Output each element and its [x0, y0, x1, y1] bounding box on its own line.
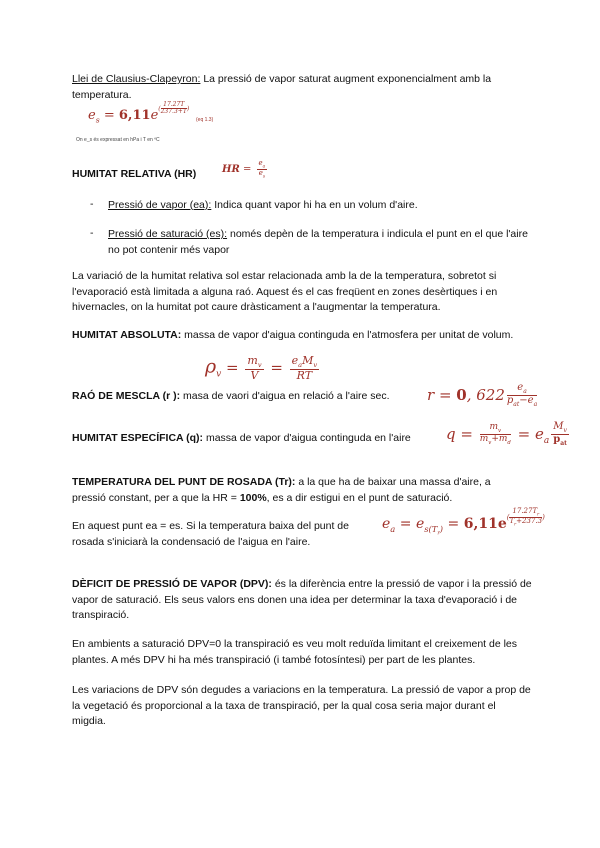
hr-heading: HUMITAT RELATIVA (HR) [72, 168, 197, 180]
especifica-f-num-sub: v [498, 427, 502, 434]
hr-formula [222, 160, 269, 179]
absoluta-f-num-sub: a [298, 361, 303, 370]
especifica-f-den: m [479, 434, 489, 445]
clausius-formula-lhs: e [88, 108, 96, 123]
rosada-heading: TEMPERATURA DEL PUNT DE ROSADA (Tr): [72, 476, 296, 488]
hr-item-term: Pressió de vapor (ea): [108, 199, 212, 211]
hr-item-dash: - [90, 198, 94, 210]
rosada-exp-den-sub: r [514, 521, 517, 527]
mescla-f-den: p [506, 395, 514, 407]
rosada-f-mid: e [415, 516, 425, 532]
dpv-paragraph-3: Les variacions de DPV són degudes a variacions en la temperatura. La pressió de vapor a prop de la vegetació és proporcional a la taxa de transpiració, per la qual cosa seria major durant el migdia. [72, 684, 531, 727]
clausius-title: Llei de Clausius-Clapeyron: [72, 73, 201, 85]
especifica-formula [446, 422, 571, 448]
especifica-f-num-sub: v [563, 427, 567, 434]
mescla-text: masa de vaori d'aigua en relació a l'aire sec. [180, 390, 390, 402]
mescla-f-coef: 0 [456, 385, 467, 404]
especifica-heading: HUMITAT ESPECÍFICA (q): [72, 432, 204, 444]
rosada-text1: a la que ha de baixar una massa d'aire, a pressió constant, per a que la HR = [72, 476, 491, 504]
especifica-f-lhs: q [446, 424, 456, 443]
absoluta-f-lhs: ρ [205, 355, 217, 378]
mescla-f-num-sub: a [523, 388, 527, 395]
absoluta-formula [205, 355, 321, 382]
hr-formula-num-sub: a [262, 163, 266, 169]
especifica-f-den: +m [491, 434, 508, 445]
rosada-f-exponent: ( $\frac{17.27T_r}{T_r+237.3}$ ) [506, 507, 545, 527]
clausius-text: La pressió de vapor saturat augment exponencialment amb la temperatura. [72, 73, 492, 101]
dpv-paragraph [72, 577, 532, 624]
especifica-f-eq: = [455, 424, 478, 443]
especifica-f-num: m [489, 421, 499, 432]
rosada-exp-num-sub: r [537, 511, 540, 517]
rosada-exp-num: 17.27T [512, 507, 538, 515]
clausius-formula-coef: 6,11 [118, 108, 151, 123]
clausius-formula [88, 101, 190, 125]
mescla-f-den-sub: at [513, 401, 520, 409]
hr-item-vapor [108, 198, 538, 214]
especifica-f-den: p [553, 434, 561, 446]
rosada-f-lhs: e [382, 516, 391, 532]
absoluta-f-num-sub: v [313, 361, 318, 370]
hr-formula-den-sub: s [262, 173, 265, 179]
absoluta-f-num: m [247, 354, 258, 367]
absoluta-f-den: RT [296, 369, 313, 383]
mescla-paragraph [72, 389, 392, 405]
absoluta-f-den: V [250, 369, 259, 383]
mescla-f-num: e [517, 382, 524, 393]
especifica-f-num: M [553, 421, 564, 432]
rosada-f-mid-sub: s(T [424, 523, 438, 534]
rosada-hr-value: 100% [239, 491, 267, 504]
absoluta-heading: HUMITAT ABSOLUTA: [72, 329, 182, 341]
rosada-f-eq: = [395, 516, 416, 532]
especifica-f-e-sub: a [543, 435, 550, 446]
variation-paragraph: La variació de la humitat relativa sol estar relacionada amb la de la temperatura, sobretot si l'evaporació està limitada a alguna raó. Aquest és el cas freqüent en zones desèrtiques i en hivernacles, on la humitat pot caure dràsticament a l'augmentar la temperatura. [72, 270, 498, 313]
dpv-heading: DÈFICIT DE PRESSIÓ DE VAPOR (DPV): [72, 578, 272, 590]
hr-formula-eq: = [239, 163, 255, 175]
mescla-formula [427, 383, 539, 409]
especifica-text: massa de vapor d'aigua continguda en l'aire [203, 432, 411, 444]
rosada-f-coef: 6,11 [463, 516, 498, 532]
especifica-f-eq: = [512, 424, 535, 443]
mescla-f-lhs: r [427, 385, 435, 404]
hr-item-term: Pressió de saturació (es): [108, 228, 228, 240]
rosada-exp-den: +237.3 [516, 516, 543, 525]
absoluta-f-lhs-sub: v [216, 369, 222, 380]
especifica-f-den-sub: d [507, 440, 511, 447]
hr-item-dash: - [90, 227, 94, 239]
rosada-f-mid-sub: ) [439, 523, 444, 534]
mescla-heading: RAÓ DE MESCLA (r ): [72, 390, 181, 402]
rosada-f-eq: = [443, 516, 464, 532]
clausius-side-note: (eq 1.3) [196, 117, 214, 123]
clausius-note: On e_s és expressat en hPa i T en ºC [76, 137, 160, 143]
rosada-text2: , es a dir estigui en el punt de saturació. [266, 491, 453, 504]
especifica-f-e: e [534, 424, 544, 443]
especifica-paragraph [72, 431, 432, 447]
mescla-f-den: −e [519, 395, 534, 407]
rosada-paragraph-2: En aquest punt ea = es. Si la temperatura baixa del punt de rosada s'iniciarà la condensació de l'aigua en l'aire. [72, 520, 349, 548]
rosada-f-mid-sub: r [437, 530, 440, 537]
rosada-f-e: e [497, 516, 507, 532]
hr-formula-lhs: HR [222, 163, 240, 175]
mescla-f-den-sub: a [533, 401, 538, 409]
clausius-exp-num: 17.27T [161, 102, 187, 109]
clausius-formula-lhs-sub: s [95, 115, 100, 125]
absoluta-f-num: e [291, 354, 299, 367]
dpv-paragraph-2: En ambients a saturació DPV=0 la transpiració es veu molt reduïda limitant el creixement de les plantes. A més DPV hi ha més transpiració (i també fotosíntesi) per part de les plantes. [72, 638, 518, 666]
clausius-formula-exponent: ( $\frac{17.27T}{237.3+T}$ ) [158, 101, 190, 116]
especifica-f-den-sub: v [488, 440, 492, 447]
absoluta-f-num-sub: v [257, 361, 262, 370]
absoluta-f-num: M [302, 354, 314, 367]
absoluta-paragraph [72, 328, 532, 344]
dpv-text: és la diferència entre la pressió de vapor i la pressió de vapor de saturació. Els seus valors ens donen una idea per determinar la taxa d'evaporació i de transpiració. [72, 578, 532, 621]
rosada-f-lhs-sub: a [390, 523, 396, 534]
mescla-f-coef: , 622 [466, 385, 505, 404]
rosada-paragraph [72, 475, 522, 506]
clausius-exp-den: 237.3+T [160, 108, 187, 116]
absoluta-f-eq: = [265, 358, 288, 377]
hr-item-saturacio [108, 227, 538, 258]
clausius-formula-eq: = [99, 108, 119, 123]
clausius-paragraph [72, 72, 532, 103]
absoluta-text: massa de vapor d'aigua continguda en l'atmosfera per unitat de volum. [181, 329, 514, 341]
especifica-f-den-sub: at [560, 440, 567, 448]
hr-item-text: només depèn de la temperatura i indicula el punt en el que l'aire no pot contenir més vapor [108, 228, 528, 256]
rosada-exp-den: T [509, 516, 515, 525]
hr-formula-den: e [258, 168, 263, 177]
hr-item-text: Indica quant vapor hi ha en un volum d'aire. [211, 199, 418, 211]
hr-formula-num: e [258, 159, 263, 167]
absoluta-f-eq: = [221, 358, 244, 377]
clausius-formula-e: e [150, 108, 159, 123]
mescla-f-eq: = [434, 385, 457, 404]
rosada-formula [382, 507, 545, 537]
